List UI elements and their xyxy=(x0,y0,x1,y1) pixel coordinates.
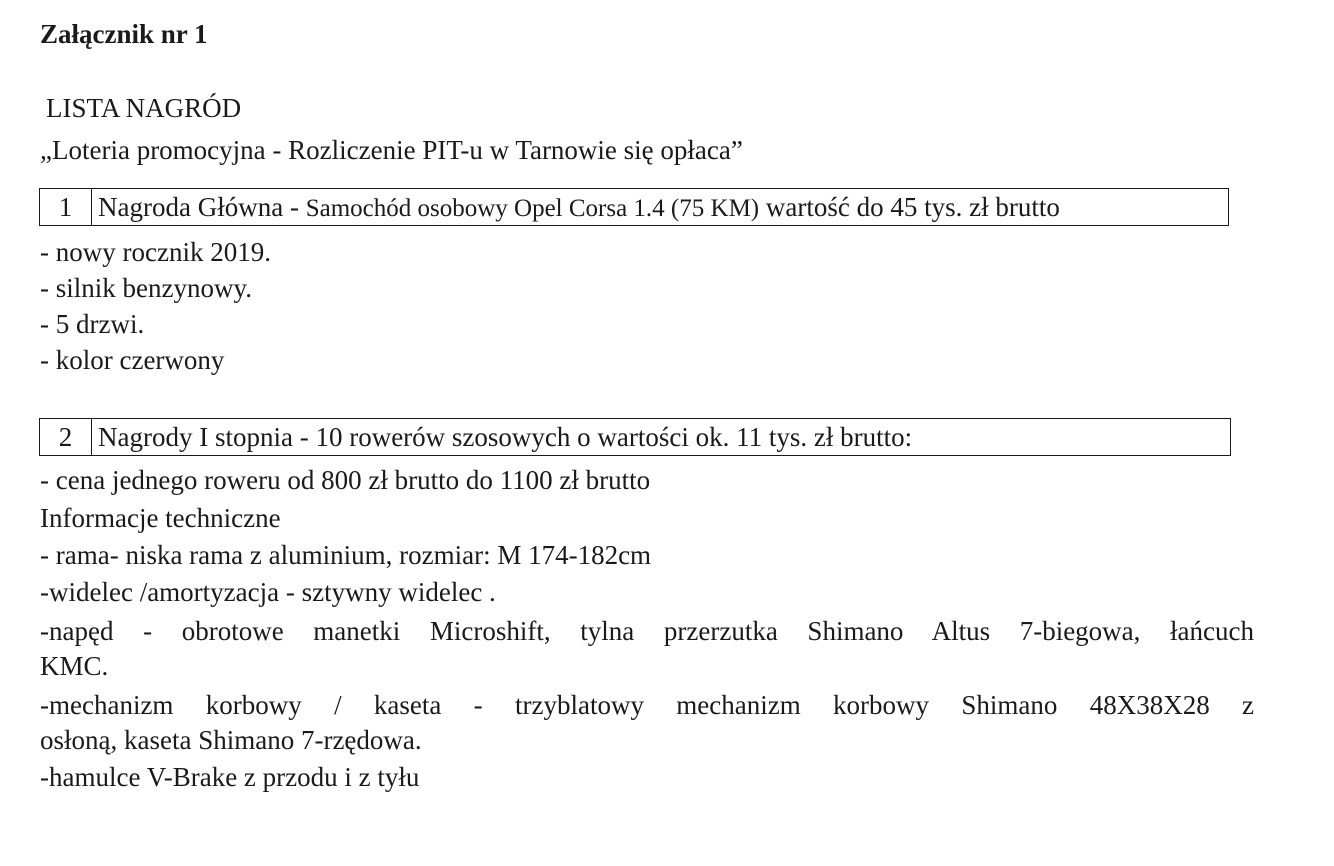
prize-1-title-suffix: wartość do 45 tys. zł brutto xyxy=(759,191,1060,222)
prize-1-detail: - kolor czerwony xyxy=(40,345,225,375)
tech-info-heading: Informacje techniczne xyxy=(40,503,281,533)
prize-1-detail: - 5 drzwi. xyxy=(40,309,145,339)
prize-2-title: Nagrody I stopnia - 10 rowerów szosowych o wartości ok. 11 tys. zł brutto: xyxy=(98,421,913,452)
prize-1-detail: - silnik benzynowy. xyxy=(40,273,252,303)
prize-1-number: 1 xyxy=(40,189,92,225)
prize-1-detail: - nowy rocznik 2019. xyxy=(40,237,271,267)
spec-crank-line-2: osłoną, kaseta Shimano 7-rzędowa. xyxy=(40,725,422,755)
prize-2-price-line: - cena jednego roweru od 800 zł brutto do 1100 zł brutto xyxy=(40,465,651,495)
prize-1-title-prefix: Nagroda Główna - xyxy=(98,191,306,222)
lottery-name: „Loteria promocyjna - Rozliczenie PIT-u w Tarnowie się opłaca” xyxy=(40,135,743,165)
list-title: LISTA NAGRÓD xyxy=(46,93,242,123)
spec-frame: - rama- niska rama z aluminium, rozmiar: M 174-182cm xyxy=(40,540,652,570)
prize-1-box xyxy=(39,188,1229,226)
spec-fork: -widelec /amortyzacja - sztywny widelec . xyxy=(40,577,496,607)
prize-2-number: 2 xyxy=(40,419,92,455)
spec-crank-line-1: -mechanizm korbowy / kaseta - trzyblatowy mechanizm korbowy Shimano 48X38X28 z xyxy=(40,690,1254,720)
prize-2-box xyxy=(39,418,1231,456)
prize-1-title-model: Samochód osobowy Opel Corsa 1.4 (75 KM) xyxy=(305,194,760,222)
attachment-heading: Załącznik nr 1 xyxy=(40,19,208,49)
spec-brakes: -hamulce V-Brake z przodu i z tyłu xyxy=(40,762,420,792)
prize-1-title xyxy=(92,192,1060,223)
spec-drive-line-2: KMC. xyxy=(40,651,109,681)
spec-drive-line-1: -napęd - obrotowe manetki Microshift, tylna przerzutka Shimano Altus 7-biegowa, łańcuch xyxy=(40,616,1254,646)
